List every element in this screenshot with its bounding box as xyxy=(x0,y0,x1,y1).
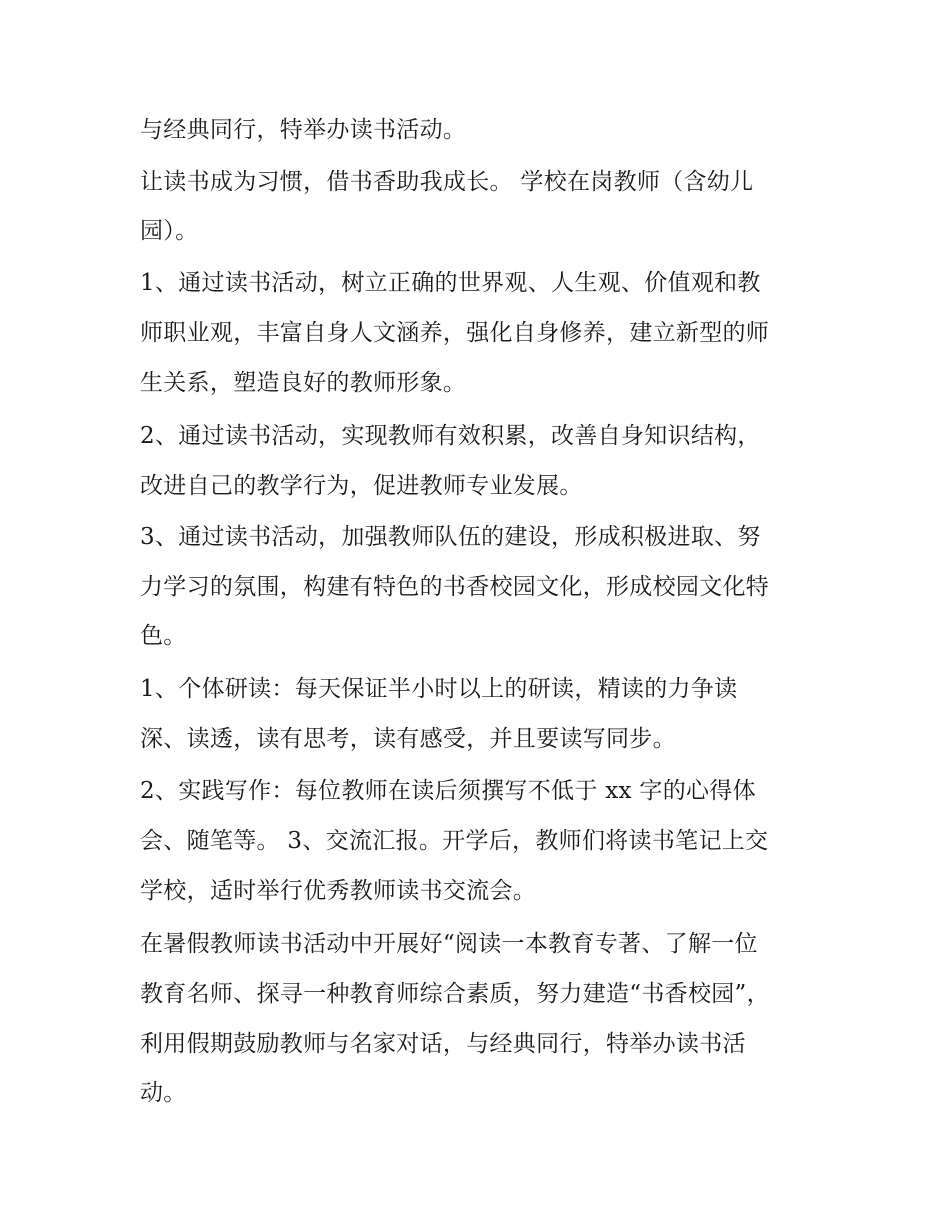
text-line: 利用假期鼓励教师与名家对话，与经典同行，特举办读书活 xyxy=(140,1031,746,1057)
text-line: 动。 xyxy=(140,1080,187,1106)
text-line: 改进自己的教学行为，促进教师专业发展。 xyxy=(140,473,583,499)
text-line: 与经典同行，特举办读书活动。 xyxy=(140,117,467,143)
text-line: 1、通过读书活动，树立正确的世界观、人生观、价值观和教 xyxy=(140,270,761,296)
text-line: 深、读透，读有思考，读有感受，并且要读写同步。 xyxy=(140,726,676,752)
text-line: 1、个体研读：每天保证半小时以上的研读，精读的力争读 xyxy=(140,676,738,702)
text-line: 会、随笔等。 3、交流汇报。开学后，教师们将读书笔记上交 xyxy=(140,828,769,854)
text-line: 3、通过读书活动，加强教师队伍的建设，形成积极进取、努 xyxy=(140,524,761,550)
text-line: 教育名师、探寻一种教育师综合素质，努力建造“书香校园”， xyxy=(140,981,770,1007)
text-line: 在暑假教师读书活动中开展好“阅读一本教育专著、了解一位 xyxy=(140,931,758,957)
text-line: 2、实践写作：每位教师在读后须撰写不低于 xx 字的心得体 xyxy=(140,778,756,804)
text-line: 园）。 xyxy=(140,218,199,244)
text-line: 色。 xyxy=(140,623,187,649)
text-line: 生关系，塑造良好的教师形象。 xyxy=(140,370,467,396)
text-line: 让读书成为习惯，借书香助我成长。 学校在岗教师（含幼儿 xyxy=(140,169,754,195)
text-line: 学校，适时举行优秀教师读书交流会。 xyxy=(140,878,537,904)
text-line: 力学习的氛围，构建有特色的书香校园文化，形成校园文化特 xyxy=(140,574,770,600)
text-line: 2、通过读书活动，实现教师有效积累，改善自身知识结构， xyxy=(140,423,761,449)
text-line: 师职业观，丰富自身人文涵养，强化自身修养，建立新型的师 xyxy=(140,320,770,346)
